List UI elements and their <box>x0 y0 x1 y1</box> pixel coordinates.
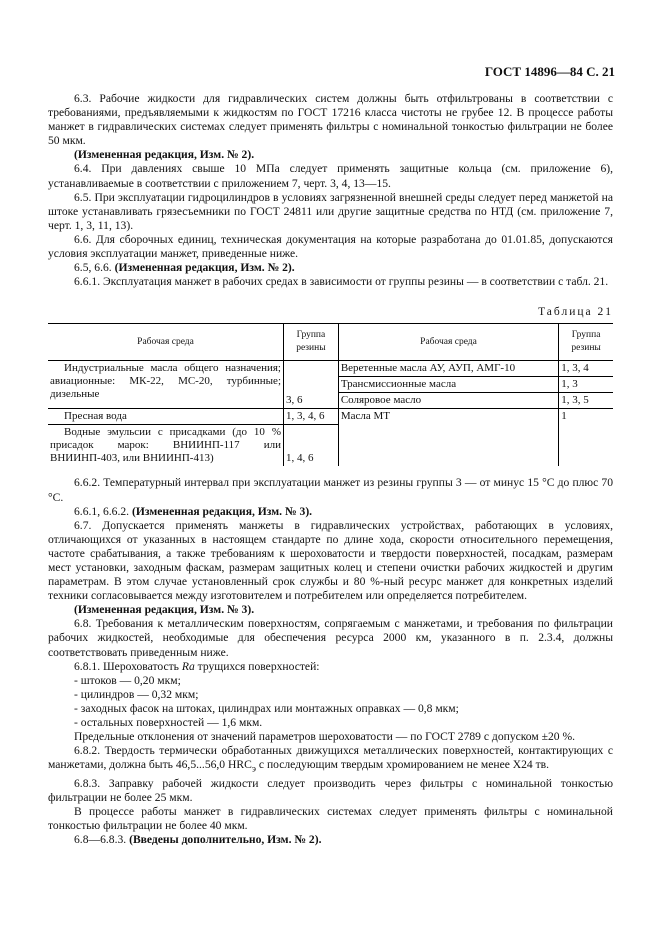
para-6-8-2 <box>48 744 613 777</box>
edit-note-text: (Измененная редакция, Изм. № 3). <box>131 504 313 518</box>
table-cell: 1, 3, 5 <box>559 393 613 409</box>
table-21 <box>48 323 613 466</box>
edit-note <box>48 505 613 519</box>
edit-note-num: 6.8—6.8.3. <box>74 833 127 847</box>
table-cell: 1 <box>559 409 613 467</box>
para-text: 6.8.1. Шероховатость <box>74 659 182 673</box>
page-header: ГОСТ 14896—84 С. 21 <box>484 64 615 79</box>
para-6-6: 6.6. Для сборочных единиц, техническая документация на которые разработана до 01.01.85, допускаются условия эксплуатации манжет, приведенные ниже. <box>48 232 613 261</box>
edit-note-text: (Измененная редакция, Изм. № 2). <box>114 261 295 275</box>
para-6-6-1: 6.6.1. Эксплуатация манжет в рабочих средах в зависимости от группы резины — в соответствии с табл. 21. <box>74 275 609 289</box>
page-body <box>48 92 613 847</box>
para-6-8-3: 6.8.3. Заправку рабочей жидкости следует производить через фильтры с номинальной тонкостью фильтрации не более 25 мкм. <box>48 776 613 804</box>
para-text: с последующим твердым хромированием не менее Х24 тв. <box>256 758 550 772</box>
edit-note <box>48 833 613 847</box>
para-text: 6.8.2. Твердость термически обработанных движущихся металлических поверхностей, контактирующих с манжетами, должна быть 46,5...56,0 HRC <box>48 744 613 772</box>
roughness-list <box>48 674 613 730</box>
edit-note-text: (Введены дополнительно, Изм. № 2). <box>129 833 322 847</box>
table-header-row <box>48 324 613 361</box>
list-item: - штоков — 0,20 мкм; <box>74 673 181 687</box>
th-group-2: Группа резины <box>559 324 613 361</box>
list-item: - остальных поверхностей — 1,6 мкм. <box>74 716 263 729</box>
table-cell: Веретенные масла АУ, АУП, АМГ-10 <box>338 361 558 377</box>
edit-note <box>48 603 613 617</box>
edit-note <box>48 261 613 275</box>
table-cell: Водные эмульсии с присадками (до 10 % присадок марок: ВНИИНП-117 или ВНИИНП-403, или ВНИИНП-413) <box>50 426 281 465</box>
cell-text: Индустриальные масла общего назначения; авиационные: МК-22, МС-20, турбинные; дизельные <box>50 362 281 401</box>
table-cell: 1, 3, 4, 6 <box>284 409 339 425</box>
table-cell: Масла МТ <box>338 409 558 467</box>
ra-symbol: Ra <box>181 659 195 673</box>
edit-note <box>48 148 613 162</box>
para-6-5: 6.5. При эксплуатации гидроцилиндров в условиях загрязненной внешней среды следует перед манжетой на штоке устанавливать грязесъемники по ГОСТ 24811 или другие защитные средства по НТД (см. приложение 7, черт. 1, 3, 11, 13). <box>48 190 613 232</box>
th-medium-1: Рабочая среда <box>48 324 284 361</box>
edit-note-num: 6.6.1, 6.6.2. <box>74 504 130 518</box>
list-item: - заходных фасок на штоках, цилиндрах или монтажных оправках — 0,8 мкм; <box>74 701 459 715</box>
table-cell <box>48 361 284 409</box>
para-6-6-2: 6.6.2. Температурный интервал при эксплуатации манжет из резины группы 3 — от минус 15 °С до плюс 70 °С. <box>48 476 613 504</box>
table-cell: 3, 6 <box>284 361 339 409</box>
para-6-8-1 <box>48 660 613 674</box>
para-6-7: 6.7. Допускается применять манжеты в гидравлических устройствах, работающих в условиях, отличающихся от указанных в настоящем стандарте по длине хода, скорости относительного перемещения, частоте срабатывания, а также требованиям к шероховатости и твердости поверхностей, посадкам, размерам мест установки, заходным фаскам, размерам защитных колец и степени очистки рабочих жидкостей и другим параметрам. В этом случае установленный срок службы и 80 %-ный ресурс манжет для конкретных изделий техники согласовывается между изготовителем и потребителем или определяется потребителем. <box>48 518 613 603</box>
para-tolerance: Предельные отклонения от значений параметров шероховатости — по ГОСТ 2789 с допуском ±20 %. <box>74 730 576 744</box>
para-6-8: 6.8. Требования к металлическим поверхностям, сопрягаемым с манжетами, и требования по фильтрации рабочих жидкостей, необходимые для обеспечения ресурса 2000 км, указанного в п. 2.3.4, должны соответствовать приведенным ниже. <box>48 617 613 659</box>
edit-note-text: (Измененная редакция, Изм. № 3). <box>74 603 255 617</box>
table-row <box>48 361 613 377</box>
para-text: трущихся поверхностей: <box>194 659 320 673</box>
para-6-4: 6.4. При давлениях свыше 10 МПа следует применять защитные кольца (см. приложение 6), устанавливаемые в соответствии с приложением 7, черт. 3, 4, 13—15. <box>48 162 613 190</box>
table-cell: Соляровое масло <box>338 393 558 409</box>
table-cell: 1, 4, 6 <box>284 425 339 467</box>
table-cell: 1, 3 <box>559 377 613 393</box>
para-6-3: 6.3. Рабочие жидкости для гидравлических систем должны быть отфильтрованы в соответствии с требованиями, предъявляемыми к жидкостям по ГОСТ 17216 класса чистоты не грубее 12. В процессе работы манжет в гидравлических системах следует применять фильтры с номинальной тонкостью фильтрации не более 50 мкм. <box>48 92 613 148</box>
subscript: э <box>251 763 256 775</box>
edit-note-text: (Измененная редакция, Изм. № 2). <box>74 148 255 162</box>
table-row <box>48 409 613 425</box>
th-group-1: Группа резины <box>284 324 339 361</box>
edit-note-num: 6.5, 6.6. <box>74 261 112 275</box>
para-filter: В процессе работы манжет в гидравлических системах следует применять фильтры с номинальной тонкостью фильтрации не более 40 мкм. <box>48 804 613 832</box>
table-cell: 1, 3, 4 <box>559 361 613 377</box>
th-medium-2: Рабочая среда <box>338 324 558 361</box>
list-item: - цилиндров — 0,32 мкм; <box>74 687 199 701</box>
table-caption: Таблица 21 <box>538 306 613 319</box>
table-cell: Трансмиссионные масла <box>338 377 558 393</box>
table-cell: Пресная вода <box>48 409 284 425</box>
